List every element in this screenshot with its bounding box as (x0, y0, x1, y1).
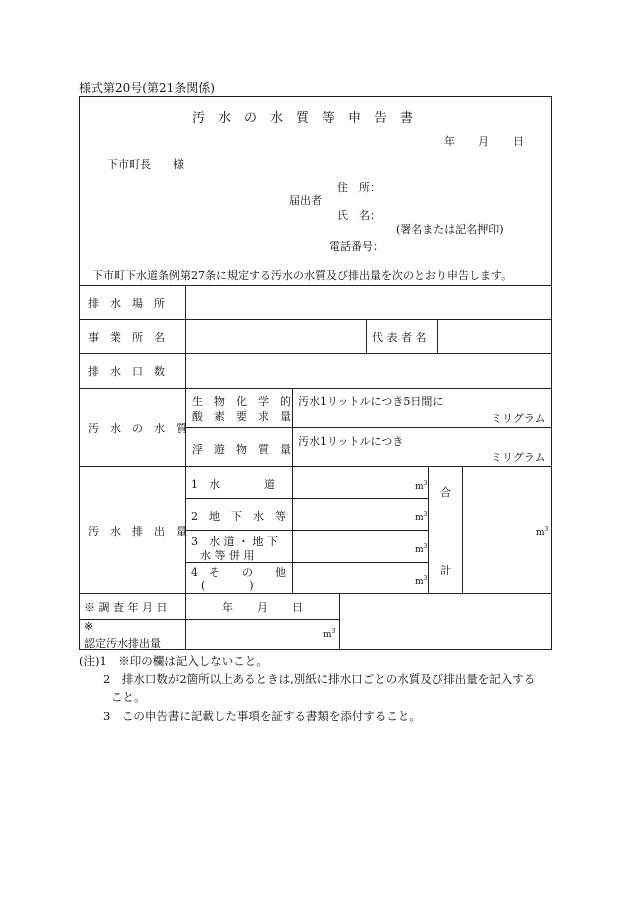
applicant-label: 届出者 (289, 194, 322, 207)
source-4-line2: ( ) (201, 579, 254, 592)
bod-value-1: 汚水1リットルにつき5日間に (298, 395, 444, 408)
declaration: 下市町下水道条例第27条に規定する汚水の水質及び排出量を次のとおり申告します。 (92, 269, 513, 282)
note-1: (注)1 ※印の欄は記入しないこと。 (79, 654, 268, 668)
col-line (462, 466, 463, 593)
col-line (292, 388, 293, 593)
unit-m3: $m^3$ (415, 480, 428, 492)
unit-m3-certified: $m^3$ (323, 628, 336, 640)
source-1: 1 水 道 (191, 478, 275, 491)
certified-label: 認定汚水排出量 (84, 637, 161, 650)
row-line (185, 530, 428, 531)
form-number: 様式第20号(第21条関係) (79, 81, 215, 95)
source-2: 2 地 下 水 等 (191, 510, 286, 523)
note-2: 2 排水口数が2箇所以上あるときは,別紙に排水口ごとの水質及び排出量を記入する (103, 672, 536, 686)
row-line (79, 388, 552, 389)
addressee: 下市町長 様 (107, 158, 184, 171)
office-name-label: 事 業 所 名 (88, 331, 165, 344)
col-line (185, 285, 186, 650)
bod-label-2: 酸 素 要 求 量 (192, 410, 291, 423)
survey-year: 年 (222, 601, 233, 614)
ss-label: 浮 遊 物 質 量 (192, 443, 291, 456)
total-top: 合 (440, 486, 451, 499)
row-line (79, 593, 552, 594)
date-month: 月 (478, 135, 489, 148)
source-4-line1: 4 そ の 他 (191, 566, 286, 579)
form-title: 汚 水 の 水 質 等 申 告 書 (192, 111, 414, 126)
name-label: 氏 名： (337, 209, 381, 222)
col-line (428, 466, 429, 593)
total-bottom: 計 (440, 564, 451, 577)
bod-label-1: 生 物 化 学 的 (192, 395, 291, 408)
source-3-line2: 水 等 併 用 (200, 549, 255, 562)
row-line (185, 498, 428, 499)
representative-label: 代 表 者 名 (372, 331, 427, 344)
source-3-line1: 3 水 道 ・ 地 下 (191, 535, 278, 548)
row-line (185, 427, 552, 428)
phone-label: 電話番号： (329, 240, 384, 253)
discharge-volume-label: 汚 水 排 出 量 (88, 525, 187, 538)
ss-value-1: 汚水1リットルにつき (298, 435, 404, 448)
date-year: 年 (444, 135, 455, 148)
row-line (79, 353, 552, 354)
note-3: 3 この申告書に記載した事項を証する書類を添付すること。 (103, 709, 421, 723)
certified-mark: ※ (84, 620, 94, 633)
unit-m3: $m^3$ (415, 543, 428, 555)
unit-m3: $m^3$ (415, 575, 428, 587)
survey-day: 日 (292, 601, 303, 614)
row-line (79, 319, 552, 320)
row-line (79, 619, 339, 620)
unit-m3-total: $m^3$ (536, 526, 549, 538)
date-day: 日 (513, 135, 524, 148)
address-label: 住 所： (337, 181, 381, 194)
col-line (366, 319, 367, 353)
bod-value-2: ミリグラム (491, 412, 546, 425)
row-line (79, 466, 552, 467)
seal-note: (署名または記名押印) (396, 223, 504, 236)
outlet-count-label: 排 水 口 数 (88, 365, 165, 378)
col-line (437, 319, 438, 353)
water-quality-label: 汚 水 の 水 質 (88, 422, 187, 435)
survey-month: 月 (257, 601, 268, 614)
row-line (79, 285, 552, 286)
survey-date-label: ※ 調 査 年 月 日 (84, 601, 168, 614)
unit-m3: $m^3$ (415, 511, 428, 523)
ss-value-2: ミリグラム (491, 451, 546, 464)
discharge-place-label: 排 水 場 所 (88, 297, 165, 310)
note-2-cont: こと。 (111, 690, 146, 704)
col-line (339, 593, 340, 650)
